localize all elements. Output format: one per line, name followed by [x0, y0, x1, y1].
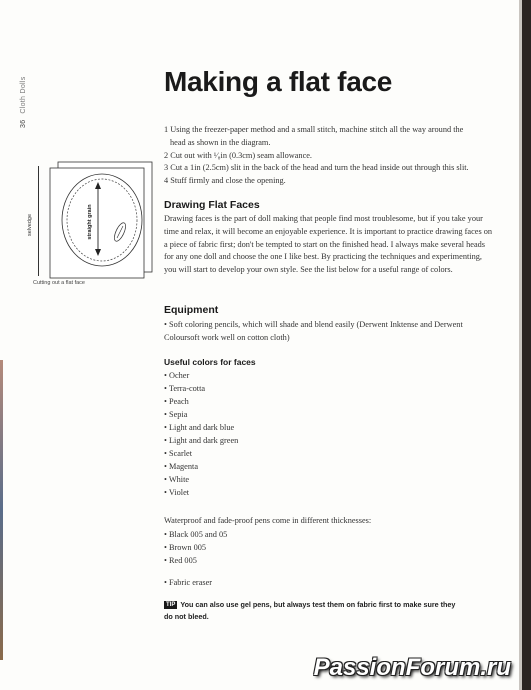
pens-intro: Waterproof and fade-proof pens come in different thicknesses:: [164, 516, 372, 525]
watermark: PassionForum.ru: [313, 654, 511, 681]
step-line: 3 Cut a 1in (2.5cm) slit in the back of the head and turn the head inside out through this slit.: [164, 163, 469, 173]
list-item: • Terra-cotta: [164, 384, 206, 393]
list-item: • Peach: [164, 397, 189, 406]
grain-label: straight grain: [87, 204, 93, 240]
flat-face-diagram: [44, 160, 156, 288]
list-item: • Magenta: [164, 462, 199, 471]
step-line: head as shown in the diagram.: [170, 137, 271, 147]
step-line: 2 Cut out with ¹⁄₈in (0.3cm) seam allowance.: [164, 150, 313, 160]
list-item: • Red 005: [164, 555, 197, 565]
list-item: • Violet: [164, 488, 190, 497]
equipment-heading: Equipment: [164, 304, 219, 316]
useful-colors-heading: Useful colors for faces: [164, 357, 256, 367]
page-edge-strip: [0, 360, 3, 660]
book-spine: [522, 0, 531, 690]
diagram-caption: Cutting out a flat face: [33, 280, 85, 286]
list-item: • Sepia: [164, 410, 188, 419]
list-item: • White: [164, 475, 190, 484]
section-name: Cloth Dolls: [20, 76, 27, 114]
eraser-item: • Fabric eraser: [164, 578, 213, 587]
list-item: • Light and dark blue: [164, 423, 235, 432]
steps-list: [164, 124, 494, 188]
page-number: 36: [20, 119, 27, 128]
running-header: [20, 76, 27, 128]
drawing-heading: Drawing Flat Faces: [164, 199, 260, 211]
tip-box: [164, 599, 464, 622]
page-title: Making a flat face: [164, 66, 393, 97]
colors-list: [164, 369, 238, 499]
list-item: • Scarlet: [164, 449, 193, 458]
equipment-text: • Soft coloring pencils, which will shade and blend easily (Derwent Inktense and Derwent Coloursoft work well on cotton cloth): [164, 320, 463, 342]
selvedge-line: [38, 166, 39, 276]
step-line: 4 Stuff firmly and close the opening.: [164, 176, 286, 186]
list-item: • Black 005 and 05: [164, 530, 228, 539]
tip-label: TIP: [166, 602, 176, 608]
drawing-paragraph: Drawing faces is the part of doll making that people find most troublesome, but if you take your time and relax, it will become an enjoyable experience. It is important to practice drawing faces on a piece of fabric first; don't be tempted to start on the finished head. I always make several heads for any one doll and choose the one I like best. By practicing the techniques and experimenting, you will start to develop your own style. See the list below for a useful range of colors.: [164, 214, 493, 275]
selvedge-label: selvedge: [27, 213, 33, 236]
tip-text: You can also use gel pens, but always test them on fabric first to make sure they do not bleed.: [164, 600, 456, 621]
list-item: • Ocher: [164, 371, 190, 380]
list-item: • Brown 005: [164, 542, 207, 552]
list-item: • Light and dark green: [164, 436, 239, 445]
pens-list: [164, 529, 227, 567]
step-line: 1 Using the freezer-paper method and a small stitch, machine stitch all the way around the: [164, 125, 464, 134]
